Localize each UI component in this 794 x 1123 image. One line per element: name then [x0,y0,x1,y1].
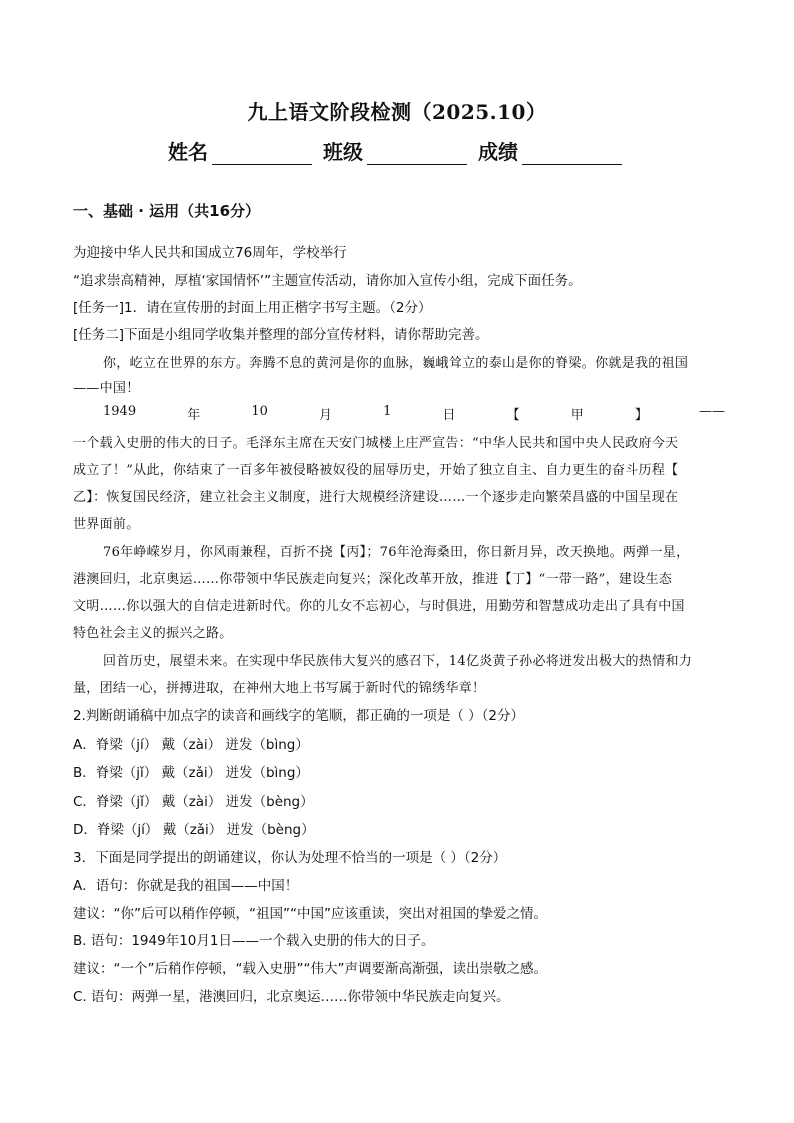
p2-token: 1949 [103,404,137,419]
passage-p2-line-4: 乙】：恢复国民经济，建立社会主义制度，进行大规模经济建设……一个逐步走向繁荣昌盛的中国呈现在 [73,490,679,505]
passage-p3-line-3: 文明……你以强大的自信走进新时代。你的儿女不忘初心，与时俱进，用勤劳和智慧成功走出了具有中国 [73,599,685,614]
p2-token: 1 [383,404,392,419]
q3-option-a-advice: 建议：“你”后可以稍作停顿，“祖国”“中国”应该重读，突出对祖国的挚爱之情。 [73,906,547,922]
passage-p1-line-1: 你，屹立在世界的东方。奔腾不息的黄河是你的血脉，巍峨耸立的泰山是你的脊梁。你就是我的祖国 [103,356,689,371]
passage-p1-line-2: ——中国！ [73,381,140,396]
class-blank [367,142,467,165]
name-label: 姓名 [168,140,209,164]
q2-option-d: D．脊梁（jí） 戴（zǎi） 迸发（bèng） [73,822,315,838]
name-blank [212,142,312,165]
passage-p3-line-1: 76年峥嵘岁月，你风雨兼程，百折不挠【丙】；76年沧海桑田，你日新月异，改天换地。两弹一星， [103,545,690,560]
p2-token: 甲 [570,408,584,423]
section-heading: 一、基础 · 运用（共16分） [73,202,261,220]
task-2: [任务二]下面是小组同学收集并整理的部分宣传材料，请你帮助完善。 [73,327,489,343]
p2-token: 10 [251,404,268,419]
passage-p2-line-5: 世界面前。 [73,517,140,532]
question-2-stem: 2.判断朗诵稿中加点字的读音和画线字的笔顺，都正确的一项是（ ）（2分） [73,708,525,724]
passage-p3-line-4: 特色社会主义的振兴之路。 [73,626,233,641]
q2-option-b: B．脊梁（jǐ） 戴（zǎi） 迸发（bìng） [73,765,309,781]
p2-token: —— [699,404,725,419]
p2-token: 月 [318,408,332,423]
p2-token: 【 [506,408,520,423]
exam-title: 九上语文阶段检测（2025.10） [247,100,547,124]
q3-option-a-sentence: A．语句：你就是我的祖国——中国！ [73,878,299,894]
question-3-stem: 3．下面是同学提出的朗诵建议，你认为处理不恰当的一项是（ ）（2分） [73,850,507,866]
passage-p2-line-2: 一个载入史册的伟大的日子。毛泽东主席在天安门城楼上庄严宣告：“中华人民共和国中央人民政府今天 [73,436,679,451]
score-label: 成绩 [477,140,518,164]
task-1: [任务一]1．请在宣传册的封面上用正楷字书写主题。（2分） [73,300,432,316]
p2-token: 】 [634,408,648,423]
score-blank [522,142,622,165]
passage-p4-line-2: 量，团结一心，拼搏进取，在神州大地上书写属于新时代的锦绣华章！ [73,681,486,696]
student-info-line [0,136,794,165]
p2-token: 日 [442,408,456,423]
q3-option-c-sentence: C. 语句：两弹一星，港澳回归，北京奥运……你带领中华民族走向复兴。 [73,989,510,1005]
passage-p2-line-3: 成立了！”从此，你结束了一百多年被侵略被奴役的屈辱历史，开始了独立自主、自力更生的奋斗历程【 [73,463,679,478]
intro-line-1: 为迎接中华人民共和国成立76周年，学校举行 [73,245,347,261]
q2-option-a: A．脊梁（jí） 戴（zài） 迸发（bìng） [73,737,309,753]
class-label: 班级 [323,140,363,164]
passage-p3-line-2: 港澳回归，北京奥运……你带领中华民族走向复兴；深化改革开放，推进【丁】“一带一路”，建设生态 [73,572,673,587]
q3-option-b-advice: 建议：“一个”后稍作停顿，“载入史册”“伟大”声调要渐高渐强，读出崇敬之感。 [73,961,547,977]
intro-line-2: “追求崇高精神，厚植‘家国情怀’”主题宣传活动，请你加入宣传小组，完成下面任务。 [73,273,582,289]
p2-token: 年 [187,408,201,423]
q3-option-b-sentence: B. 语句：1949年10月1日——一个载入史册的伟大的日子。 [73,933,435,949]
q2-option-c: C．脊梁（jǐ） 戴（zài） 迸发（bèng） [73,794,314,810]
passage-p4-line-1: 回首历史，展望未来。在实现中华民族伟大复兴的感召下，14亿炎黄子孙必将迸发出极大的热情和力 [103,654,693,669]
passage-p2-line-1 [103,404,725,423]
